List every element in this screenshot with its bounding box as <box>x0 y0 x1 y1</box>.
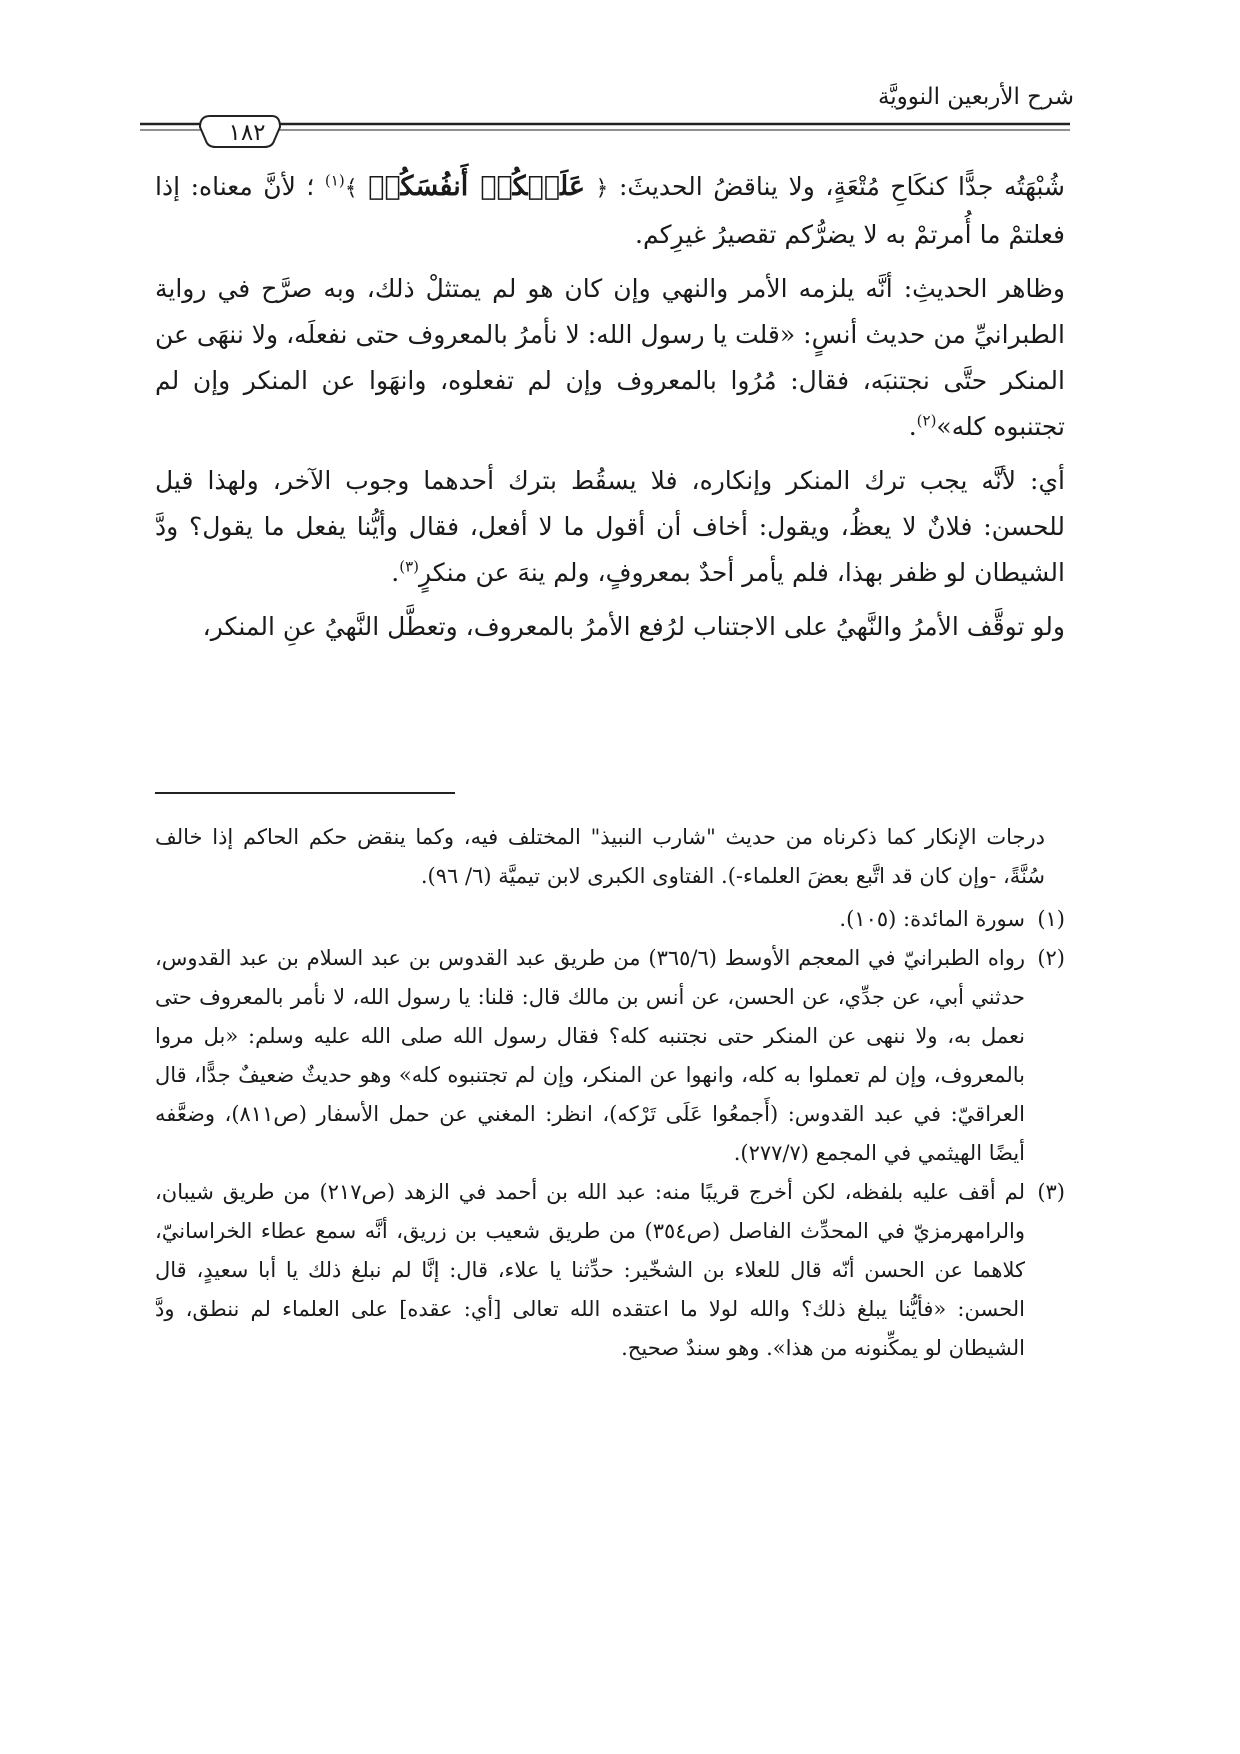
main-text <box>155 164 1065 658</box>
quran-verse: عَلَيۡكُمۡ أَنفُسَكُمۡ <box>368 171 585 202</box>
footnote-ref-3[interactable]: (٣) <box>399 557 420 576</box>
footnote-text: لم أقف عليه بلفظه، لكن أخرج قريبًا منه: عبد الله بن أحمد في الزهد (ص٢١٧) من طريق شيبان، والرامهرمزيّ في المحدِّث الفاصل (ص٣٥٤) من طريق شعيب بن زريق، أنَّه سمع عطاء الخراسانيّ، كلاهما عن الحسن أنّه قال للعلاء بن الشخّير: حدِّثنا يا علاء، قال: إنَّا لم نبلغ ذلك يا أبا سعيدٍ، قال الحسن: «فأيُّنا يبلغ ذلك؟ والله لولا ما اعتقده الله تعالى [أي: عقده] على العلماء لم ننطق، ودَّ الشيطان لو يمكِّنونه من هذا». وهو سندٌ صحيح. <box>155 1180 1025 1360</box>
footnote-2 <box>155 939 1065 1173</box>
footnote-text: سورة المائدة: (١٠٥). <box>839 907 1025 931</box>
footnote-ref-2[interactable]: (٢) <box>916 411 937 430</box>
footnote-1 <box>155 900 1065 939</box>
footnote-ref-1[interactable]: (١) <box>324 171 345 190</box>
footnotes <box>155 818 1065 1368</box>
paragraph-2: وظاهر الحديثِ: أنَّه يلزمه الأمر والنهي وإن كان هو لم يمتثلْ ذلك، وبه صرَّح في رواية الطبرانيِّ من حديث أنسٍ: «قلت يا رسول الله: لا نأمرُ بالمعروف حتى نفعلَه، ولا ننهَى عن المنكر حتَّى نجتنبَه، فقال: مُرُوا بالمعروف وإن لم تفعلوه، وانهَوا عن المنكر وإن لم تجتنبوه كله»$^{(٢)}$. <box>155 274 1065 441</box>
footnote-carryover: درجات الإنكار كما ذكرناه من حديث "شارب النبيذ" المختلف فيه، وكما ينقض حكم الحاكم إذا خالف سُنَّةً، -وإن كان قد اتَّبع بعضَ العلماء-). الفتاوى الكبرى لابن تيميَّة (٦/ ٩٦). <box>155 825 1045 888</box>
quran-bracket-open: ﴿ <box>595 176 609 201</box>
header-rule <box>140 114 1070 154</box>
footnote-3 <box>155 1173 1065 1368</box>
book-title: شرح الأربعين النوويَّة <box>877 84 1074 110</box>
page-number: ١٨٢ <box>228 120 266 146</box>
footnote-number: (٢) <box>1037 946 1065 970</box>
paragraph-3: أي: لأنَّه يجب ترك المنكر وإنكاره، فلا يسقُط بترك أحدهما وجوب الآخر، ولهذا قيل للحسن: فلانٌ لا يعظُ، ويقول: أخاف أن أقول ما لا أفعل، فقال وأيُّنا يفعل ما يقول؟ ودَّ الشيطان لو ظفر بهذا، فلم يأمر أحدٌ بمعروفٍ، ولم ينهَ عن منكرٍ$^{(٣)}$. <box>155 466 1065 587</box>
footnote-number: (١) <box>1037 907 1065 931</box>
footnote-separator <box>155 792 455 794</box>
paragraph-4: ولو توقَّف الأمرُ والنَّهيُ على الاجتناب لرُفع الأمرُ بالمعروف، وتعطَّل النَّهيُ عنِ المنكر، <box>202 612 1065 641</box>
footnote-text: رواه الطبرانيّ في المعجم الأوسط (٣٦٥/٦) من طريق عبد القدوس بن عبد السلام بن عبد القدوس، حدثني أبي، عن جدِّي، عن الحسن، عن أنس بن مالك قال: قلنا: يا رسول الله، لا نأمر بالمعروف حتى نعمل به، ولا ننهى عن المنكر حتى نجتنبه كله؟ فقال رسول الله صلى الله عليه وسلم: «بل مروا بالمعروف، وإن لم تعملوا به كله، وانهوا عن المنكر، وإن لم تجتنبوه كله» وهو حديثٌ ضعيفٌ جدًّا، قال العراقيّ: في عبد القدوس: (أَجمعُوا عَلَى تَرْكه)، انظر: المغني عن حمل الأسفار (ص٨١١)، وضعَّفه أيضًا الهيثمي في المجمع (٢٧٧/٧). <box>155 946 1025 1165</box>
paragraph-1: شُبْهَتُه جدًّا كنكَاحِ مُتْعَةٍ، ولا يناقضُ الحديثَ: ﴿ عَلَيۡكُمۡ أَنفُسَكُمۡ ﴾$^{(١)}$ ؛ لأنَّ معناه: إذا فعلتمْ ما أُمرتمْ به لا يضرُّكم تقصيرُ غيرِكم. <box>155 171 1065 249</box>
quran-bracket-close: ﴾ <box>344 176 358 201</box>
footnote-number: (٣) <box>1037 1180 1065 1204</box>
